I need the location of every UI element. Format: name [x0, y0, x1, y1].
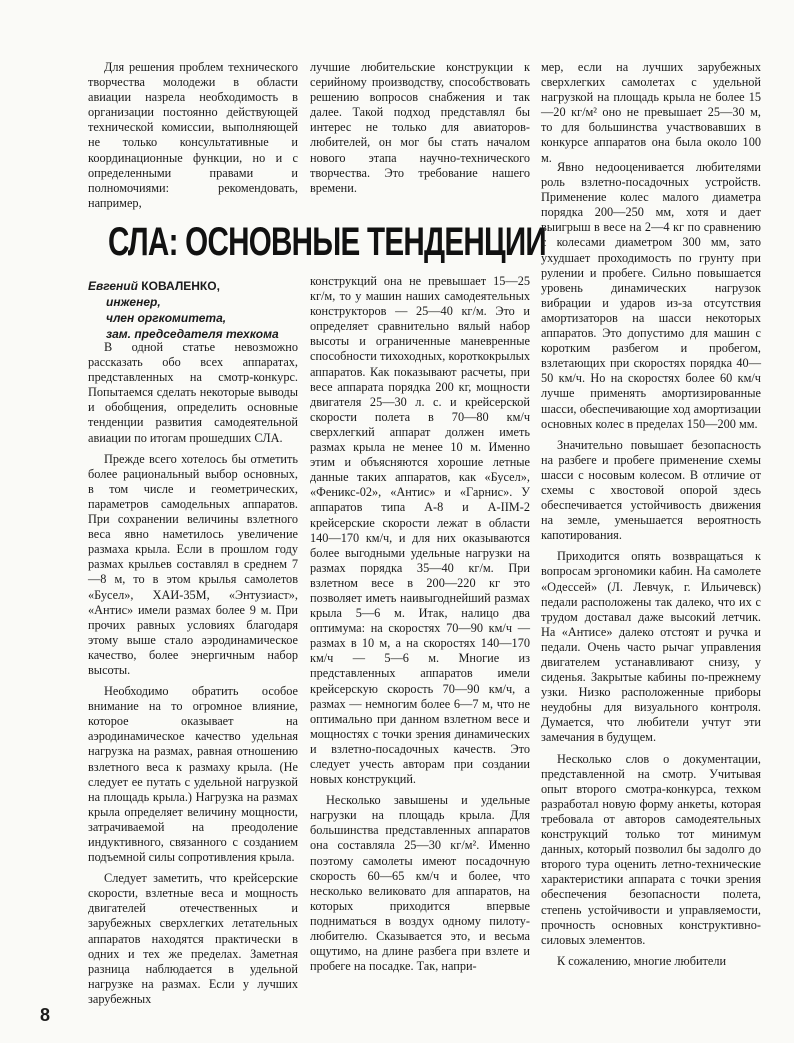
paragraph: Явно недооценивается любителями роль взлетно-посадочных устройств. Применение колес малого диаметра порядка 200—250 мм, хотя и дает выигрыш в весе на 2—4 кг по сравнению с колесами диаметром 300 мм, зато ухудшает проходимость по грунту при рулении и пробеге. Сильно повышается уровень динамических нагрузок вибрации и ударов из-за отсутствия амортизаторов на шасси некоторых аппаратов. Это допустимо для машин с коротким разбегом и пробегом, взлетающих при скоростях порядка 40—50 км/ч. Но на скоростях более 60 км/ч лучше применять амортизированные шасси, обеспечивающие ход амортизации основных колес в пределах 150—200 мм. [541, 160, 761, 431]
article-title: СЛА: ОСНОВНЫЕ ТЕНДЕНЦИИ [108, 220, 546, 264]
paragraph: Следует заметить, что крейсерские скорости, взлетные веса и мощность двигателей отечественных и зарубежных сверхлегких летательных аппаратов находятся практически в одних и тех же пределах. Заметная разница наблюдается в удельной нагрузке на размах. Если у лучших зарубежных [88, 871, 298, 1006]
page-number: 8 [40, 1005, 51, 1025]
paragraph: Значительно повышает безопасность на разбеге и пробеге применение схемы шасси с носовым колесом. В отличие от схемы с хвостовой опорой здесь обеспечивается устойчивость движения на земле, уменьшается вероятность капотирования. [541, 437, 761, 543]
article-column-2 [310, 274, 530, 974]
article-column-1 [88, 340, 298, 1007]
paragraph: Несколько завышены и удельные нагрузки на площадь крыла. Для большинства представленных аппаратов она составляла 25—30 кг/м². Именно поэтому самолеты имеют посадочную скорость 60—65 км/ч и более, что несколько великовато для аппаратов, на которых приходится впервые подниматься в воздух одному пилоту-любителю. Сказывается это, и весьма ощутимо, на длине разбега при взлете и пробеге на посадке. Так, напри- [310, 793, 530, 974]
author-role: зам. председателя техкома [106, 327, 279, 341]
paragraph: Необходимо обратить особое внимание на то огромное влияние, которое оказывает на аэродинамическое качество удельная нагрузка на размах, равная отношению взлетного веса к размаху крыла. (Не следует ее путать с удельной нагрузкой на площадь крыла.) Нагрузка на размах крыла определяет величину мощности, затрачиваемой на преодоление индуктивного, связанного с созданием подъемной силы сопротивления крыла. [88, 684, 298, 865]
paragraph: Приходится опять возвращаться к вопросам эргономики кабин. На самолете «Одессей» (Л. Левчук, г. Ильичевск) педали расположены так далеко, что их с трудом доставал даже высокий летчик. На «Антисе» далеко отстоят и ручка и педали. Очень часто рычаг управления двигателем устанавливают снизу, у сиденья. Закрытые кабины по-прежнему узки. Низко расположенные приборы неудобны для визуального контроля. Думается, что любители учтут эти замечания в будущем. [541, 549, 761, 745]
author-last-name: КОВАЛЕНКО, [141, 279, 220, 293]
paragraph: К сожалению, многие любители [557, 953, 727, 968]
intro-column-3 [541, 60, 761, 166]
paragraph: мер, если на лучших зарубежных сверхлегких самолетах с удельной нагрузкой на площадь крыла не более 15—20 кг/м² оно не превышает 25—30 м, то для большинства участвовавших в конкурсе аппаратов она была около 100 м. [541, 60, 761, 165]
paragraph: Прежде всего хотелось бы отметить более рациональный выбор основных, в том числе и геометрических, параметров самодельных аппаратов. При сохранении величины взлетного веса явно наметилось увеличение размаха крыла. Если в прошлом году размах крыльев составлял в среднем 7—8 м, то в этом крылья самолетов «Бусел», ХАИ-35М, «Энтузиаст», «Антис» имели размах более 9 м. При прочих равных условиях благодаря этому выше стало аэродинамическое качество, более энергичным набор высоты. [88, 451, 298, 677]
paragraph: лучшие любительские конструкции к серийному производству, способствовать решению вопросов снабжения и так далее. Такой подход представлял бы интерес не только для авиаторов-любителей, он мог бы стать началом нового этапа научно-технического творчества. Это требование нашего времени. [310, 60, 530, 195]
paragraph: В одной статье невозможно рассказать обо всех аппаратах, представленных на смотр-конкурс. Попытаемся сделать некоторые выводы и обобщения, определить основные тенденции развития самодеятельной авиации по итогам прошедших СЛА. [88, 340, 298, 445]
paragraph: Несколько слов о документации, представленной на смотр. Учитывая опыт второго смотра-конкурса, техком разработал новую форму анкеты, которая требовала от авторов самодеятельных конструкций только тот минимум данных, который позволил бы задолго до второго тура оценить летно-технические характеристики аппарата с точки зрения обеспечения безопасности полета, степень устойчивости и управляемости, прочность основных конструктивно-силовых элементов. [541, 751, 761, 947]
author-first-name: Евгений [88, 279, 138, 293]
article-column-3 [541, 160, 761, 969]
paragraph: Для решения проблем технического творчества молодежи в области авиации назрела необходимость в организации постоянно действующей технической комиссии, выполняющей не только консультативные и координационные функции, но и с определенными правами и полномочиями: рекомендовать, например, [88, 60, 298, 210]
paragraph: конструкций она не превышает 15—25 кг/м, то у машин наших самодеятельных конструкторов — 25—40 кг/м. Это и определяет сравнительно вялый набор высоты и ограниченные маневренные способности тихоходных, короткокрылых аппаратов. Как показывают расчеты, при весе аппарата порядка 200 кг, мощности двигателя 25—30 л. с. и крейсерской скорости полета в 70—80 км/ч сверхлегкий аппарат должен иметь размах крыла не менее 10 м. Именно этим и объясняются хорошие летные данные таких аппаратов, как «Бусел», «Феникс-02», «Антис» и «Гарнис». У аппаратов типа А-8 и А-ІІМ-2 крейсерские скорости лежат в области 140—170 км/ч, и для них оказываются более выгодными удельные нагрузки на размах порядка 35—40 кг/м. При взлетном весе в 200—220 кг это позволяет иметь наивыгоднейший размах крыла 5—6 м. Итак, налицо два оптимума: на скоростях 70—90 км/ч — размах в 10 м, а на скоростях 140—170 км/ч — 5—6 м. Многие из представленных аппаратов имели крейсерскую скорость 70—90 км/ч, а размах — немногим более 6—7 м, что не оптимально при данном взлетном весе и мощностях с точки зрения динамических и взлетно-посадочных качеств. Это следует учесть авторам при создании новых конструкций. [310, 274, 530, 787]
intro-column-2 [310, 60, 530, 196]
author-byline [88, 278, 303, 342]
intro-column-1 [88, 60, 298, 211]
author-role: инженер, [106, 295, 161, 309]
author-role: член оргкомитета, [106, 311, 227, 325]
